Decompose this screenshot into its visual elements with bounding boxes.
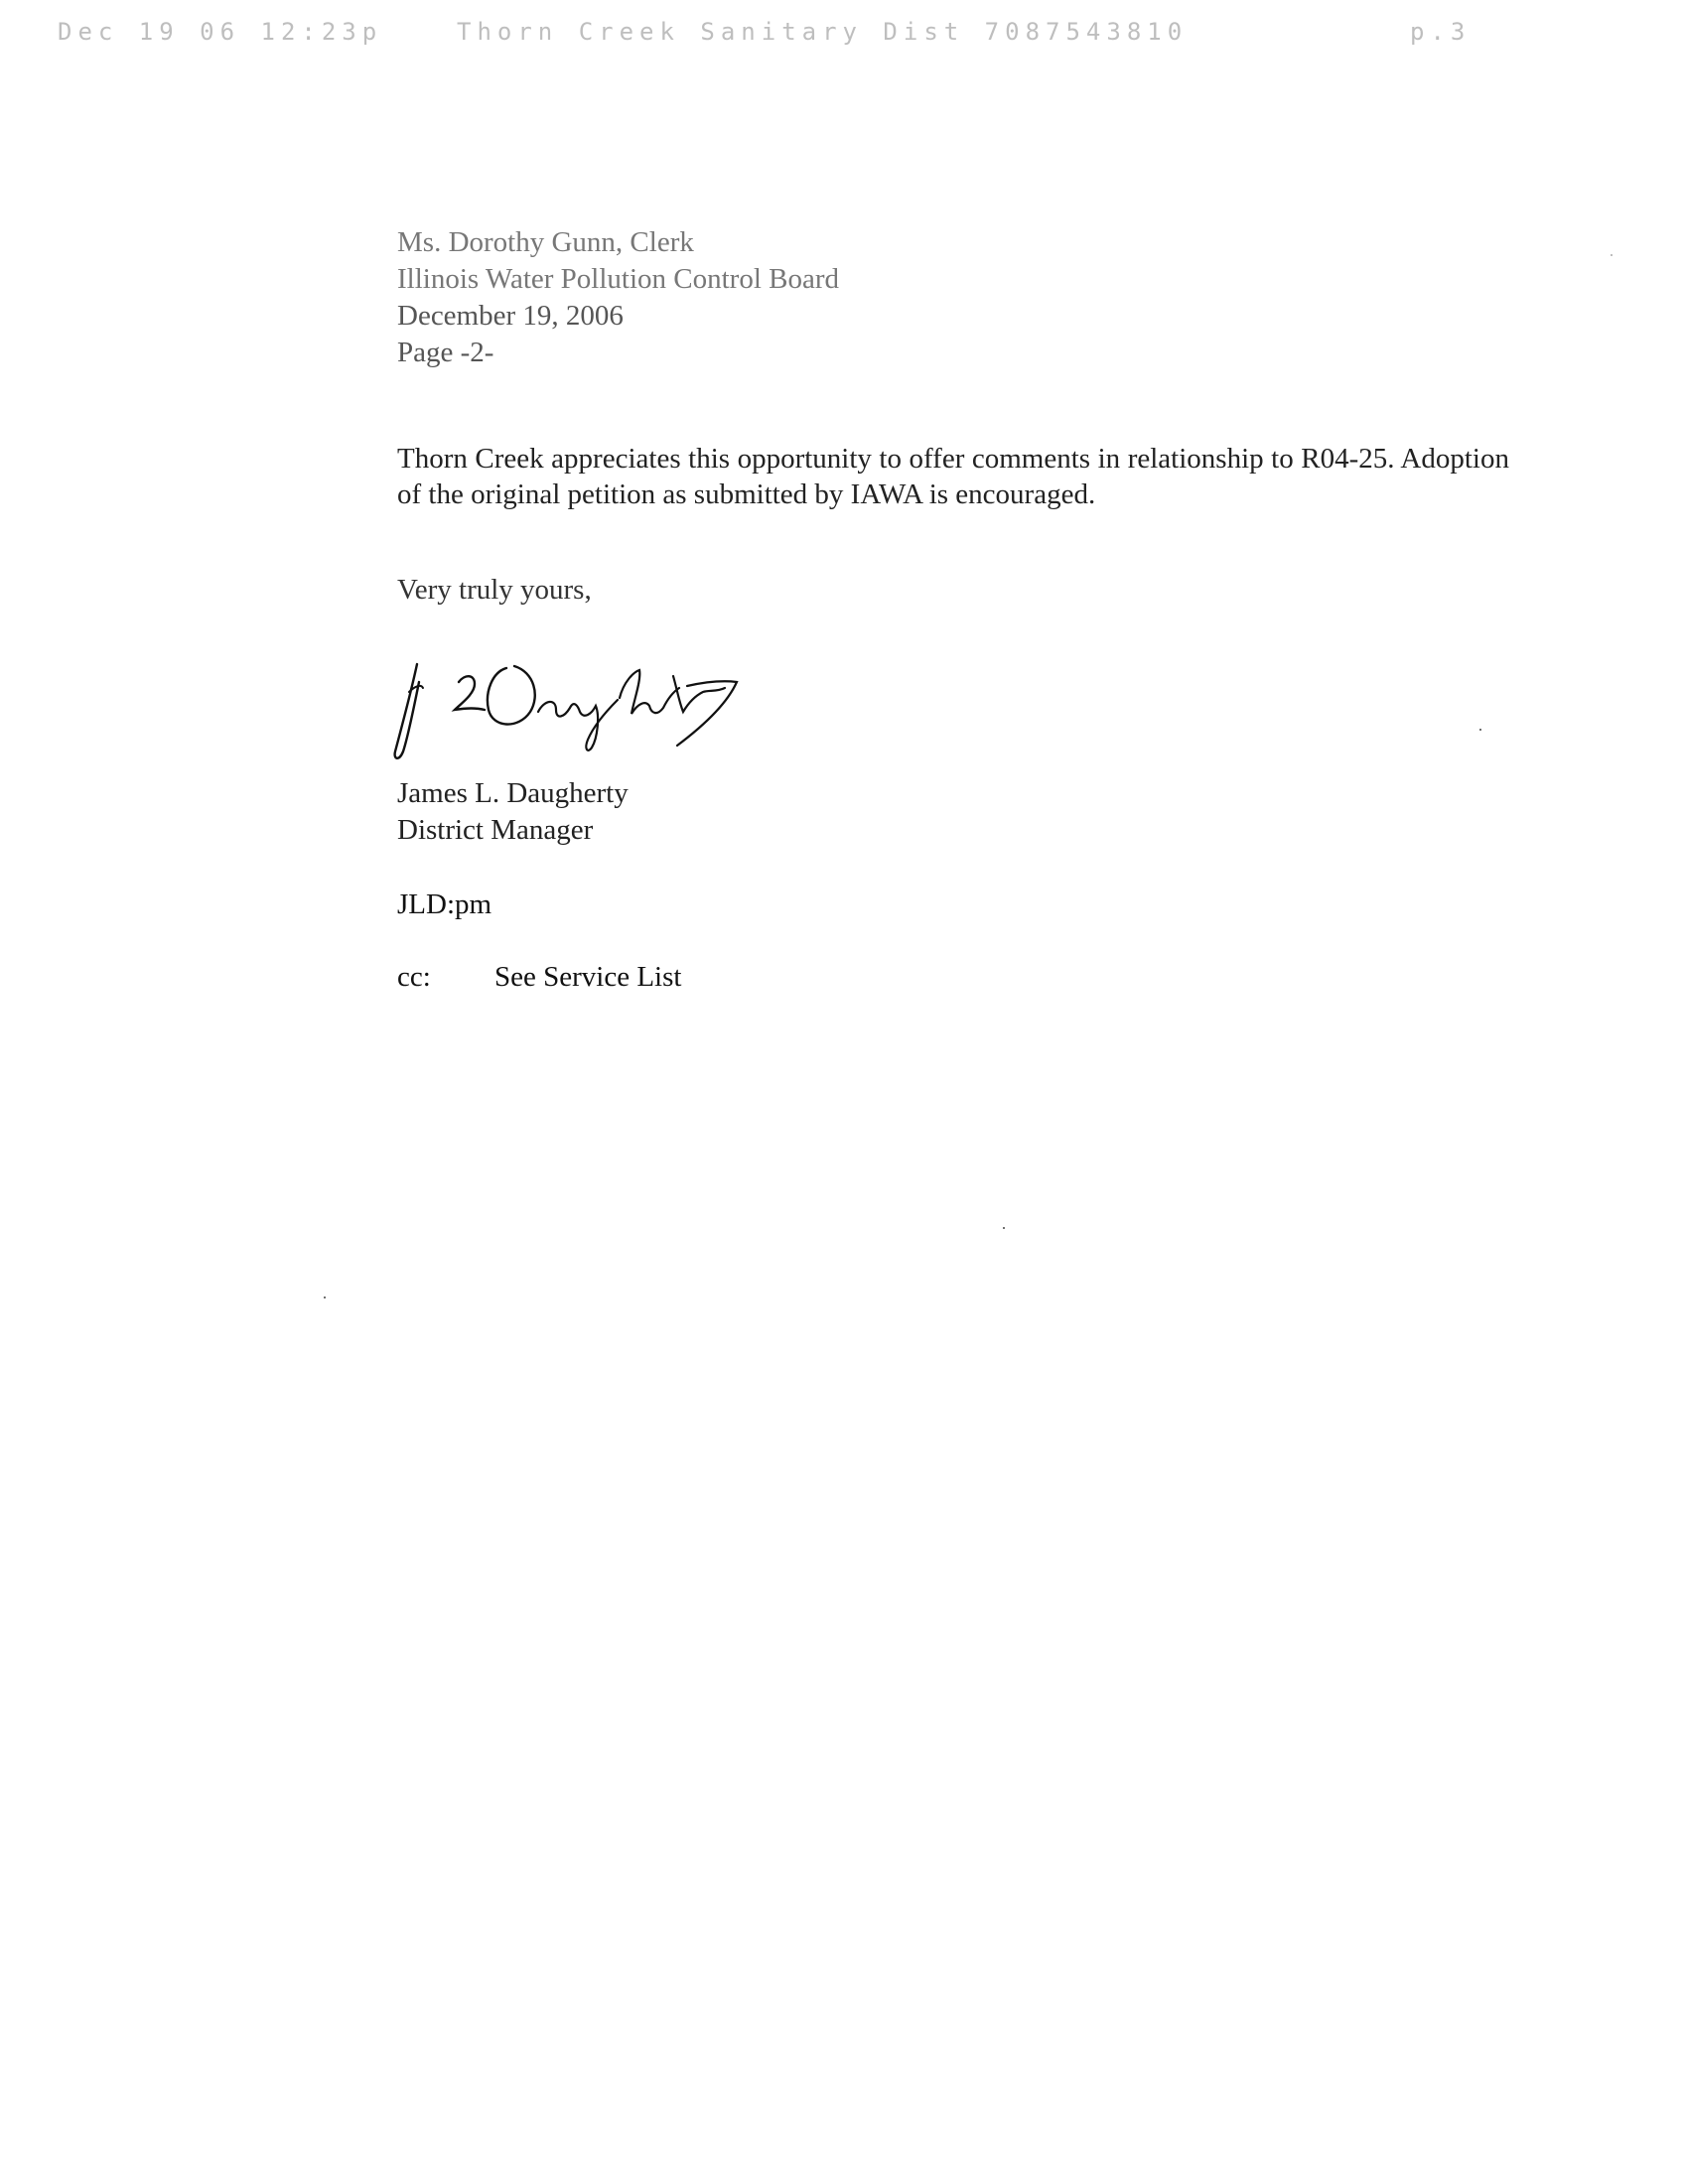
page-number: Page -2- <box>397 337 494 368</box>
reference-initials: JLD:pm <box>397 888 492 920</box>
complimentary-close: Very truly yours, <box>397 574 592 606</box>
fax-header-sender: Thorn Creek Sanitary Dist 7087543810 <box>457 18 1189 46</box>
signer-block <box>397 775 1509 849</box>
recipient-name: Ms. Dorothy Gunn, Clerk <box>397 226 694 258</box>
scan-speck <box>324 1297 326 1298</box>
recipient-block <box>397 224 1509 371</box>
signer-title: District Manager <box>397 814 594 846</box>
scan-speck <box>1003 1227 1005 1229</box>
letter-date: December 19, 2006 <box>397 300 624 332</box>
fax-transmission-header <box>0 18 1684 58</box>
recipient-organization: Illinois Water Pollution Control Board <box>397 263 839 295</box>
signer-name: James L. Daugherty <box>397 777 629 809</box>
carbon-copy-line <box>397 959 1509 996</box>
fax-header-date: Dec 19 06 12:23p <box>58 18 383 46</box>
cc-recipients: See Service List <box>494 961 682 993</box>
letter-paragraph: Thorn Creek appreciates this opportunity to offer comments in relationship to R04-25. Adoption of the original petition as submitted by IAWA is encouraged. <box>397 443 1509 510</box>
scan-speck <box>1611 254 1613 256</box>
cc-label: cc: <box>397 961 431 993</box>
handwritten-signature <box>389 652 767 771</box>
letter-body <box>397 224 1509 996</box>
scan-speck <box>1479 729 1481 731</box>
fax-header-page: p.3 <box>1410 18 1472 46</box>
